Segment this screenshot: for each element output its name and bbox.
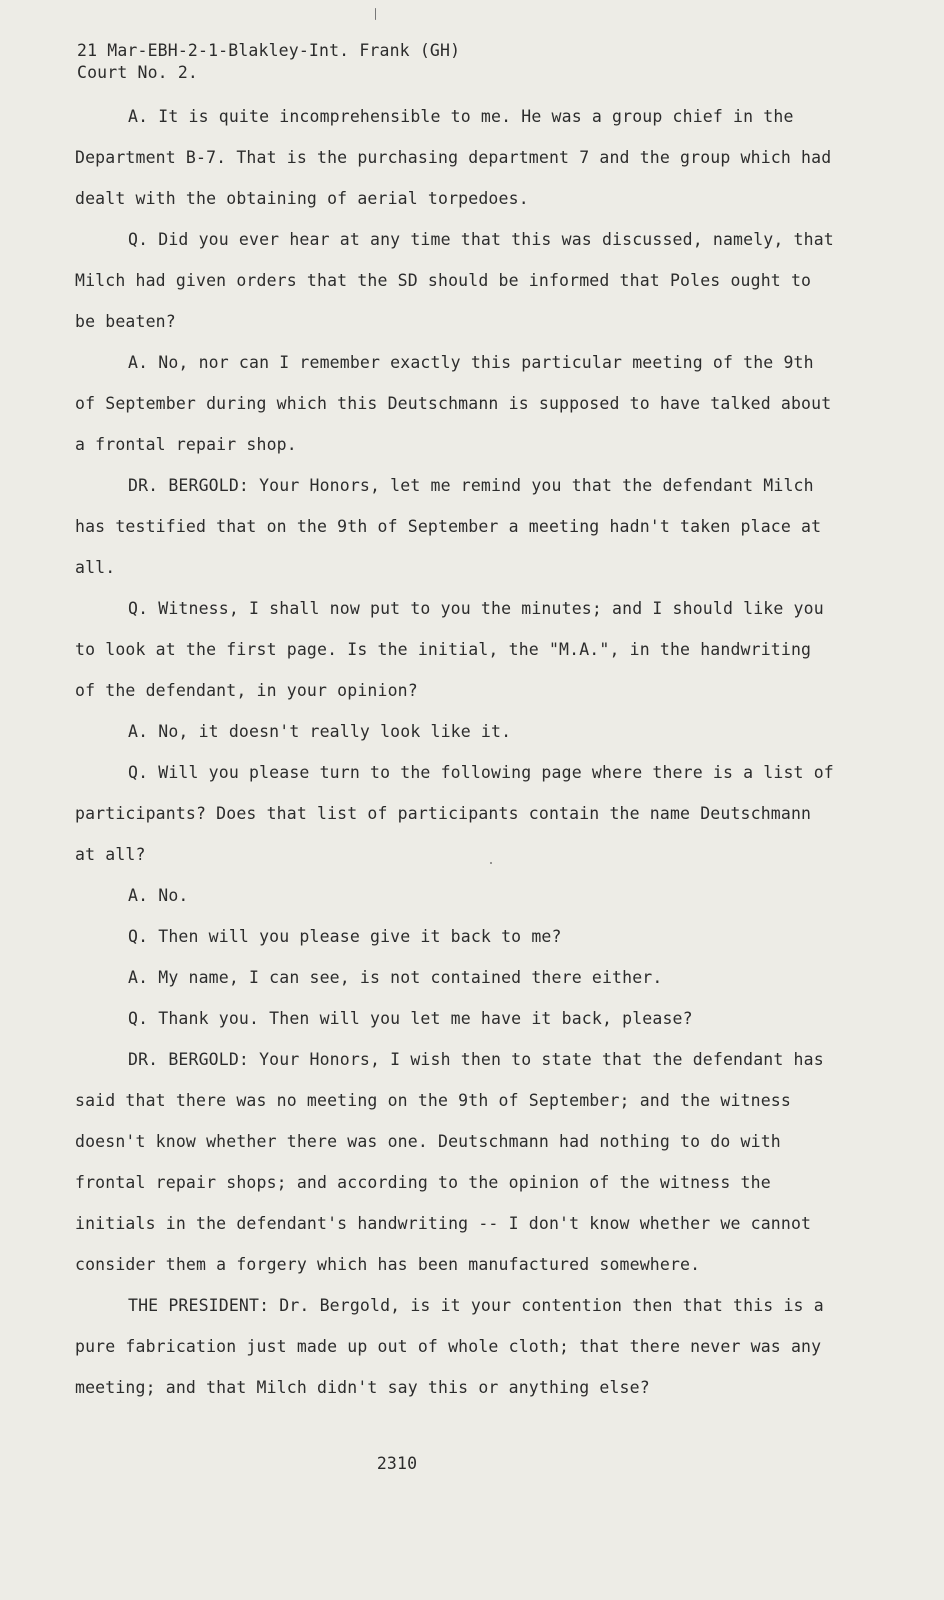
paper-mark xyxy=(490,862,492,864)
document-header xyxy=(77,40,460,84)
transcript-paragraph: Q. Did you ever hear at any time that this was discussed, namely, that Milch had given orders that the SD should be informed that Poles ought to be beaten? xyxy=(75,230,834,331)
transcript-paragraph: A. No, nor can I remember exactly this particular meeting of the 9th of September during which this Deutschmann is supposed to have talked about a frontal repair shop. xyxy=(75,353,832,454)
transcript-paragraph: Q. Will you please turn to the following page where there is a list of participants? Does that list of participants contain the name Deutschmann at all? xyxy=(75,763,834,864)
transcript-body xyxy=(75,96,835,1408)
header-reference: 21 Mar-EBH-2-1-Blakley-Int. Frank (GH) xyxy=(77,41,461,60)
transcript-paragraph: Q. Thank you. Then will you let me have it back, please? xyxy=(128,1009,693,1028)
transcript-paragraph: THE PRESIDENT: Dr. Bergold, is it your contention then that this is a pure fabrication just made up out of whole cloth; that there never was any meeting; and that Milch didn't say this or anything else? xyxy=(75,1296,824,1397)
transcript-paragraph: Q. Then will you please give it back to me? xyxy=(128,927,562,946)
transcript-paragraph: A. It is quite incomprehensible to me. He was a group chief in the Department B-7. That is the purchasing department 7 and the group which had dealt with the obtaining of aerial torpedoes. xyxy=(75,107,832,208)
page-number: 2310 xyxy=(376,1454,418,1473)
header-court: Court No. 2. xyxy=(77,63,199,82)
transcript-paragraph: A. No, it doesn't really look like it. xyxy=(128,722,512,741)
transcript-paragraph: DR. BERGOLD: Your Honors, let me remind you that the defendant Milch has testified that on the 9th of September a meeting hadn't taken place at all. xyxy=(75,476,822,577)
transcript-paragraph: A. No. xyxy=(128,886,189,905)
transcript-paragraph: Q. Witness, I shall now put to you the minutes; and I should like you to look at the first page. Is the initial, the "M.A.", in the handwriting of the defendant, in your opinion? xyxy=(75,599,824,700)
paper-mark xyxy=(375,8,376,20)
transcript-paragraph: DR. BERGOLD: Your Honors, I wish then to state that the defendant has said that there was no meeting on the 9th of September; and the witness doesn't know whether there was one. Deutschmann had nothing to do with frontal repair shops; and according to the opinion of the witness the initials in the defendant's handwriting -- I don't know whether we cannot consider them a forgery which has been manufactured somewhere. xyxy=(75,1050,824,1274)
transcript-paragraph: A. My name, I can see, is not contained there either. xyxy=(128,968,663,987)
